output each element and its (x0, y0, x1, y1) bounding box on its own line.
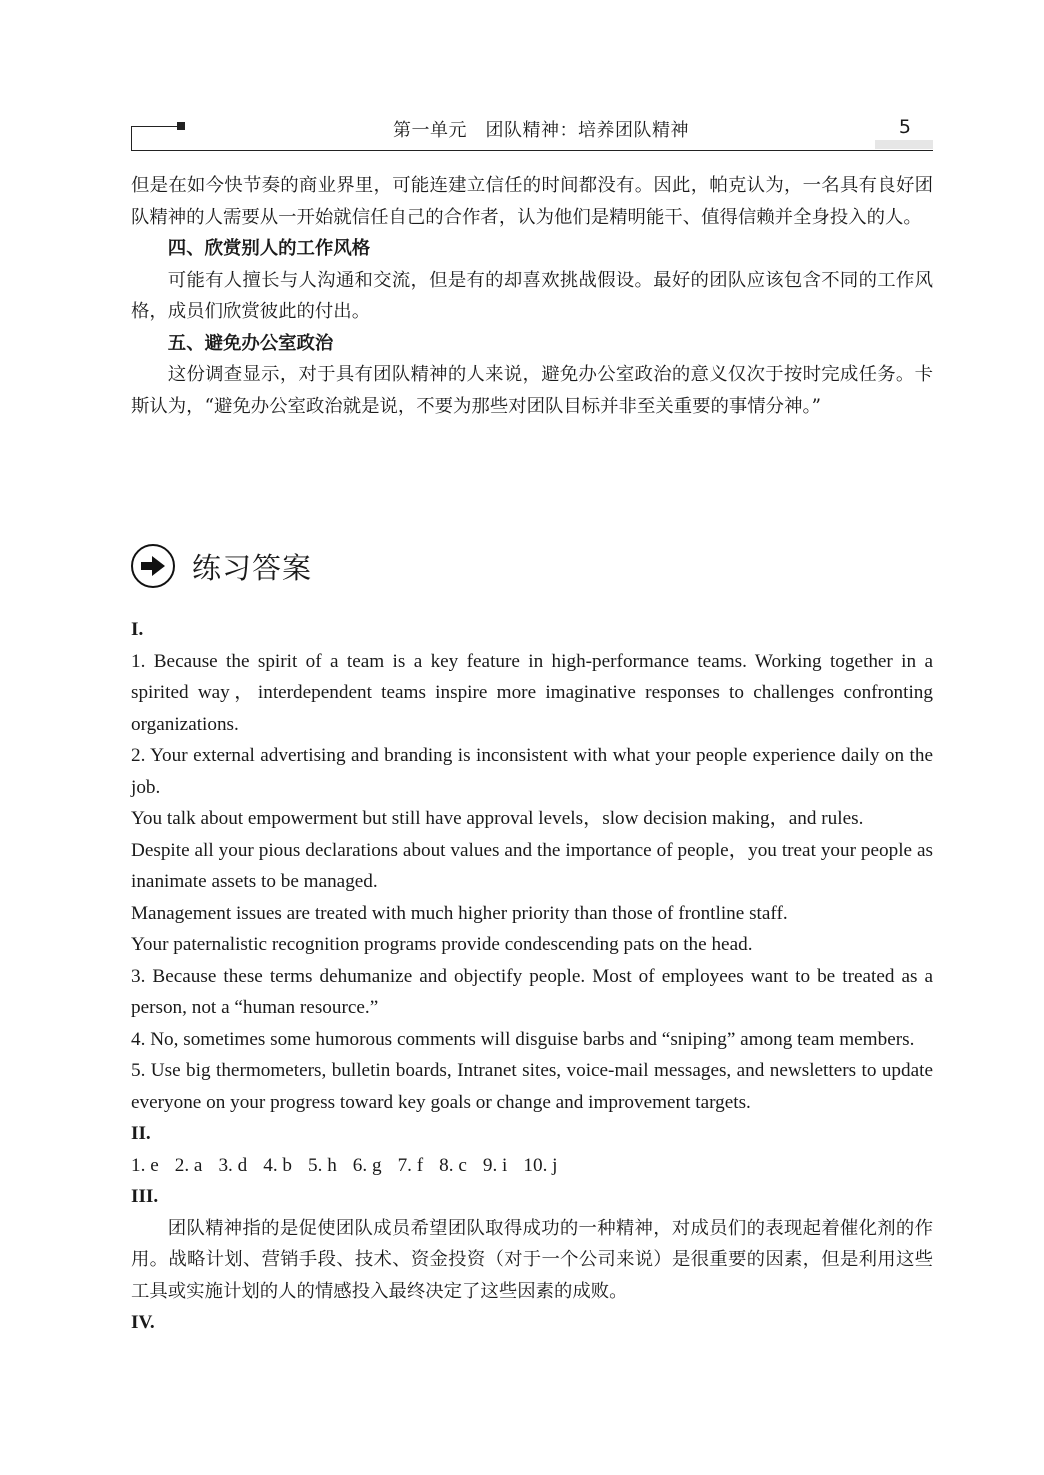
part-3-answer: 团队精神指的是促使团队成员希望团队取得成功的一种精神，对成员们的表现起着催化剂的作用。战略计划、营销手段、技术、资金投资（对于一个公司来说）是很重要的因素，但是利用这些工具或实施计划的人的情感投入最终决定了这些因素的成败。 (131, 1217, 933, 1302)
answer-3: 3. Because these terms dehumanize and objectify people. Most of employees want to be treated as a person, not a “human resource.” (131, 965, 933, 1018)
header-rule (131, 150, 933, 151)
part-3-label: III. (131, 1186, 159, 1207)
paragraph: 可能有人擅长与人沟通和交流，但是有的却喜欢挑战假设。最好的团队应该包含不同的工作风格，成员们欣赏彼此的付出。 (131, 269, 933, 322)
matching-answer: 7. f (397, 1154, 424, 1176)
header-shade-bar (875, 140, 933, 149)
answers-body (131, 614, 933, 1339)
section-title: 练习答案 (192, 550, 313, 585)
matching-answers (131, 1150, 933, 1182)
answer-2: 2. Your external advertising and branding is inconsistent with what your people experience daily on the job. (131, 745, 933, 798)
matching-answer: 9. i (482, 1154, 508, 1176)
answer-2-line: Management issues are treated with much higher priority than those of frontline staff. (131, 902, 788, 924)
matching-answer: 10. j (523, 1154, 558, 1176)
paragraph: 但是在如今快节奏的商业界里，可能连建立信任的时间都没有。因此，帕克认为，一名具有良好团队精神的人需要从一开始就信任自己的合作者，认为他们是精明能干、值得信赖并全身投入的人。 (131, 175, 933, 228)
section-heading-5: 五、避免办公室政治 (167, 332, 334, 354)
matching-answer: 5. h (308, 1154, 337, 1176)
part-4-label: IV. (131, 1312, 155, 1333)
running-title: 第一单元 团队精神：培养团队精神 (393, 120, 689, 141)
matching-answer: 3. d (218, 1154, 248, 1176)
answer-2-line: Despite all your pious declarations about values and the importance of people，you treat your people as inanimate assets to be managed. (131, 839, 933, 892)
body-text-chinese (131, 170, 933, 422)
part-2-label: II. (131, 1123, 151, 1144)
arrow-right-circle-icon (131, 544, 175, 588)
header-square-mark (177, 122, 185, 130)
section-heading-4: 四、欣赏别人的工作风格 (167, 238, 371, 259)
page-header (131, 116, 933, 154)
header-corner-rule (131, 126, 177, 127)
matching-answer: 6. g (352, 1154, 382, 1176)
matching-answer: 8. c (439, 1154, 467, 1176)
answer-2-line: Your paternalistic recognition programs provide condescending pats on the head. (131, 934, 753, 955)
part-1-label: I. (131, 619, 144, 640)
answer-4: 4. No, sometimes some humorous comments will disguise barbs and “sniping” among team members. (131, 1028, 915, 1050)
header-corner-rule-vertical (131, 126, 132, 150)
answer-1: 1. Because the spirit of a team is a key feature in high-performance teams. Working together in a spirited way，interdependent teams inspire more imaginative responses to challenges confronting organizations. (131, 650, 933, 735)
paragraph: 这份调查显示，对于具有团队精神的人来说，避免办公室政治的意义仅次于按时完成任务。卡斯认为，“避免办公室政治就是说，不要为那些对团队目标并非至关重要的事情分神。” (131, 364, 933, 417)
matching-answer: 1. e (131, 1154, 159, 1176)
answer-2-line: You talk about empowerment but still have approval levels，slow decision making，and rules. (131, 808, 864, 829)
page-number: 5 (898, 116, 911, 138)
exercise-answers-heading (131, 541, 312, 591)
answer-5: 5. Use big thermometers, bulletin boards, Intranet sites, voice-mail messages, and newsletters to update everyone on your progress toward key goals or change and improvement targets. (131, 1060, 933, 1113)
matching-answer: 2. a (174, 1154, 203, 1176)
matching-answer: 4. b (263, 1154, 292, 1176)
